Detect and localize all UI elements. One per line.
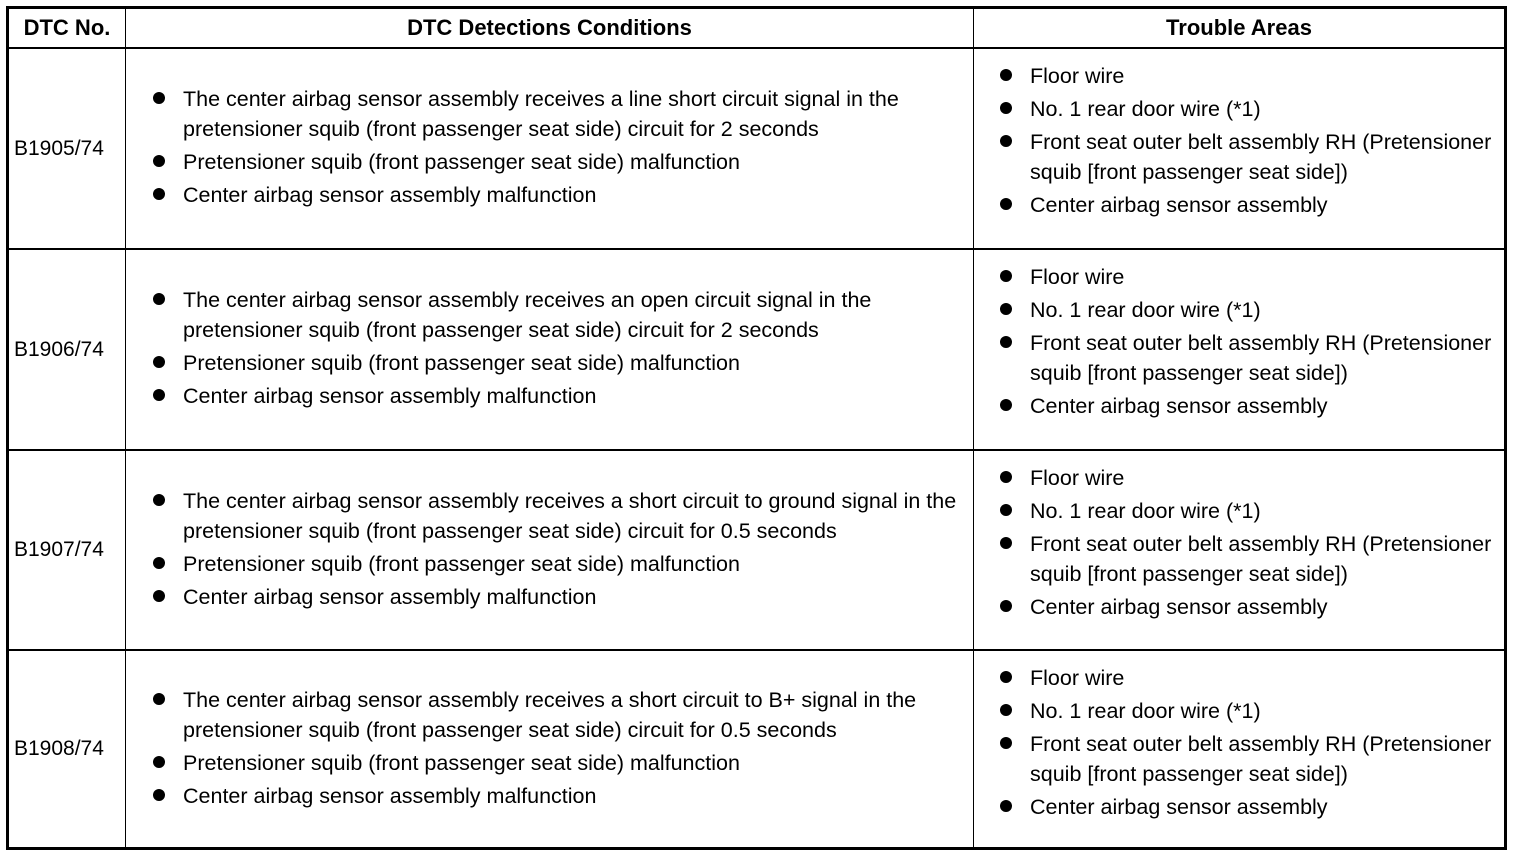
conditions-list [126, 685, 973, 814]
header-trouble-areas: Trouble Areas [1166, 15, 1312, 40]
area-text: Floor wire [1030, 666, 1125, 690]
bullet-icon [1000, 504, 1012, 516]
bullet-icon [1000, 704, 1012, 716]
list-item [998, 592, 1504, 622]
list-item [998, 729, 1504, 789]
bullet-icon [153, 188, 165, 200]
bullet-icon [1000, 102, 1012, 114]
bullet-icon [153, 756, 165, 768]
bullet-icon [1000, 303, 1012, 315]
condition-text: Center airbag sensor assembly malfunction [183, 783, 597, 808]
dtc-code: B1906/74 [9, 250, 126, 449]
list-item [151, 486, 973, 546]
area-text: Center airbag sensor assembly [1030, 193, 1328, 217]
table-row [9, 451, 1504, 651]
header-detection-conditions: DTC Detections Conditions [126, 9, 974, 47]
dtc-code: B1905/74 [9, 49, 126, 248]
area-text: Front seat outer belt assembly RH (Pretensioner squib [front passenger seat side]) [1030, 130, 1492, 184]
list-item [998, 792, 1504, 822]
trouble-areas-cell [974, 250, 1504, 449]
bullet-icon [153, 590, 165, 602]
condition-text: The center airbag sensor assembly receives a short circuit to B+ signal in the pretensioner squib (front passenger seat side) circuit for 0.5 seconds [183, 687, 917, 742]
bullet-icon [153, 494, 165, 506]
trouble-areas-cell [974, 49, 1504, 248]
area-text: No. 1 rear door wire (*1) [1030, 298, 1261, 322]
list-item [998, 127, 1504, 187]
detection-conditions-cell [126, 49, 974, 248]
list-item [998, 391, 1504, 421]
area-text: Front seat outer belt assembly RH (Pretensioner squib [front passenger seat side]) [1030, 331, 1492, 385]
list-item [998, 94, 1504, 124]
bullet-icon [1000, 737, 1012, 749]
list-item [151, 748, 973, 778]
bullet-icon [1000, 537, 1012, 549]
table-row [9, 250, 1504, 451]
area-text: Center airbag sensor assembly [1030, 595, 1328, 619]
list-item [151, 180, 973, 210]
area-text: No. 1 rear door wire (*1) [1030, 699, 1261, 723]
bullet-icon [1000, 600, 1012, 612]
table-row [9, 49, 1504, 250]
condition-text: Center airbag sensor assembly malfunction [183, 183, 597, 207]
list-item [998, 496, 1504, 526]
area-text: Center airbag sensor assembly [1030, 394, 1328, 418]
trouble-areas-cell [974, 651, 1504, 847]
bullet-icon [153, 389, 165, 401]
trouble-areas-cell [974, 451, 1504, 649]
list-item [151, 348, 973, 378]
area-text: No. 1 rear door wire (*1) [1030, 499, 1261, 523]
bullet-icon [1000, 471, 1012, 483]
area-text: Front seat outer belt assembly RH (Pretensioner squib [front passenger seat side]) [1030, 732, 1492, 786]
list-item [998, 295, 1504, 325]
list-item [998, 463, 1504, 493]
bullet-icon [1000, 135, 1012, 147]
list-item [998, 663, 1504, 693]
bullet-icon [153, 693, 165, 705]
condition-text: The center airbag sensor assembly receives a line short circuit signal in the pretensioner squib (front passenger seat side) circuit for 2 seconds [183, 87, 899, 141]
areas-list [974, 250, 1504, 421]
list-item [998, 529, 1504, 589]
list-item [151, 147, 973, 177]
condition-text: Pretensioner squib (front passenger seat side) malfunction [183, 150, 740, 174]
area-text: Floor wire [1030, 265, 1125, 289]
list-item [998, 61, 1504, 91]
area-text: Center airbag sensor assembly [1030, 795, 1328, 819]
conditions-list [126, 285, 973, 414]
bullet-icon [1000, 69, 1012, 81]
bullet-icon [153, 789, 165, 801]
list-item [151, 84, 973, 144]
area-text: Front seat outer belt assembly RH (Pretensioner squib [front passenger seat side]) [1030, 532, 1492, 586]
detection-conditions-cell [126, 451, 974, 649]
area-text: Floor wire [1030, 466, 1125, 490]
table-header-row [9, 9, 1504, 49]
area-text: Floor wire [1030, 64, 1125, 88]
bullet-icon [153, 92, 165, 104]
condition-text: Pretensioner squib (front passenger seat side) malfunction [183, 750, 740, 775]
list-item [998, 262, 1504, 292]
condition-text: Center airbag sensor assembly malfunction [183, 384, 597, 408]
areas-list [974, 49, 1504, 220]
condition-text: Center airbag sensor assembly malfunction [183, 584, 597, 609]
header-dtc-no: DTC No. [9, 9, 126, 47]
list-item [998, 190, 1504, 220]
bullet-icon [1000, 800, 1012, 812]
conditions-list [126, 486, 973, 615]
bullet-icon [1000, 399, 1012, 411]
dtc-table [6, 6, 1507, 850]
bullet-icon [153, 293, 165, 305]
bullet-icon [153, 155, 165, 167]
bullet-icon [1000, 198, 1012, 210]
list-item [151, 685, 973, 745]
condition-text: The center airbag sensor assembly receives a short circuit to ground signal in the pretensioner squib (front passenger seat side) circuit for 0.5 seconds [183, 488, 957, 543]
bullet-icon [1000, 336, 1012, 348]
condition-text: The center airbag sensor assembly receives an open circuit signal in the pretensioner squib (front passenger seat side) circuit for 2 seconds [183, 288, 872, 342]
detection-conditions-cell [126, 250, 974, 449]
list-item [998, 696, 1504, 726]
list-item [151, 285, 973, 345]
list-item [151, 582, 973, 612]
dtc-code: B1908/74 [9, 651, 126, 847]
conditions-list [126, 84, 973, 213]
list-item [151, 781, 973, 811]
condition-text: Pretensioner squib (front passenger seat side) malfunction [183, 551, 740, 576]
detection-conditions-cell [126, 651, 974, 847]
condition-text: Pretensioner squib (front passenger seat side) malfunction [183, 351, 740, 375]
bullet-icon [153, 557, 165, 569]
table-row [9, 651, 1504, 847]
list-item [151, 549, 973, 579]
areas-list [974, 451, 1504, 622]
areas-list [974, 651, 1504, 822]
bullet-icon [1000, 671, 1012, 683]
bullet-icon [153, 356, 165, 368]
list-item [151, 381, 973, 411]
bullet-icon [1000, 270, 1012, 282]
list-item [998, 328, 1504, 388]
dtc-code: B1907/74 [9, 451, 126, 649]
area-text: No. 1 rear door wire (*1) [1030, 97, 1261, 121]
